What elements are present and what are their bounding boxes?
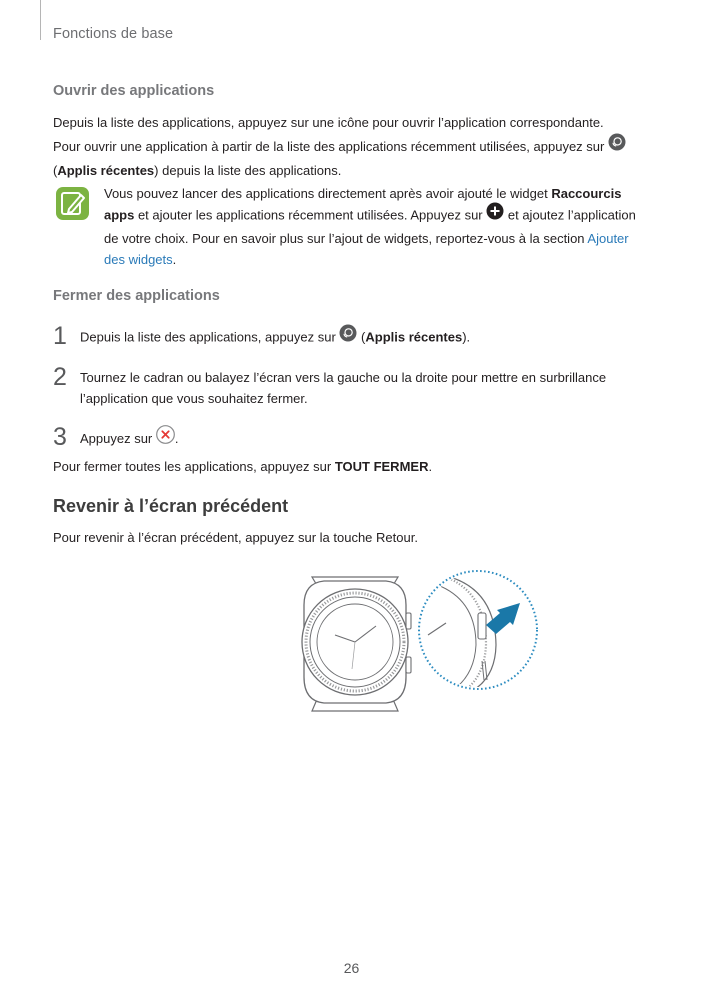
- close-icon: [156, 425, 175, 450]
- paragraph-open-apps-1: Depuis la liste des applications, appuyez sur une icône pour ouvrir l’application correspondante.: [53, 115, 604, 130]
- step-text-3: [80, 427, 650, 452]
- note-pen-icon: [56, 187, 89, 220]
- paragraph-go-back: Pour revenir à l’écran précédent, appuyez sur la touche Retour.: [53, 530, 418, 545]
- paragraph-text: ) depuis la liste des applications.: [154, 163, 342, 178]
- step-text-part: ).: [462, 329, 471, 345]
- section-title-open-apps: Ouvrir des applications: [53, 83, 215, 99]
- header-rule: [40, 0, 41, 40]
- paragraph-text: Pour fermer toutes les applications, appuyez sur: [53, 459, 335, 474]
- bold-label-recent-apps: Applis récentes: [365, 329, 463, 345]
- page-header-title: Fonctions de base: [53, 26, 174, 42]
- step-text-part: (: [357, 329, 366, 345]
- paragraph-open-apps-2: [53, 135, 648, 182]
- step-text-part: .: [174, 430, 179, 446]
- recent-apps-icon: [608, 133, 626, 158]
- note-text-part: et ajoutez l’application de votre choix. Pour en savoir plus sur l’ajout de widgets, reportez-vous à la section: [104, 207, 636, 246]
- note-text-part: et ajouter les applications récemment utilisées. Appuyez sur: [134, 207, 483, 223]
- paragraph-text: (: [53, 163, 58, 178]
- paragraph-close-all: [53, 456, 653, 478]
- page-number: 26: [343, 960, 360, 976]
- watch-illustration: [290, 565, 550, 725]
- recent-apps-icon: [339, 324, 357, 348]
- bold-label-recent-apps: Applis récentes: [57, 163, 155, 178]
- paragraph-text: .: [428, 459, 433, 474]
- note-text: [104, 183, 644, 270]
- step-text-2: Tournez le cadran ou balayez l’écran vers la gauche ou la droite pour mettre en surbrillance l’application que vous souhaitez fermer.: [80, 370, 607, 406]
- step-number-3: 3: [53, 423, 67, 451]
- step-number-2: 2: [53, 363, 67, 391]
- step-text-part: Depuis la liste des applications, appuyez sur: [80, 329, 336, 345]
- section-title-close-apps: Fermer des applications: [53, 288, 220, 304]
- add-icon: [486, 202, 504, 226]
- step-number-1: 1: [53, 322, 67, 350]
- paragraph-text: Pour ouvrir une application à partir de la liste des applications récemment utilisées, appuyez sur: [53, 138, 605, 154]
- note-text-part: .: [172, 252, 177, 267]
- step-text-1: [80, 326, 650, 350]
- bold-label-shortcuts-widget: Raccourcis apps: [104, 186, 622, 223]
- bold-label-close-all: TOUT FERMER: [334, 459, 429, 474]
- section-title-go-back: Revenir à l’écran précédent: [53, 496, 289, 516]
- step-text-part: Appuyez sur: [80, 430, 153, 446]
- link-add-widgets[interactable]: Ajouter des widgets: [104, 231, 629, 267]
- note-text-part: Vous pouvez lancer des applications directement après avoir ajouté le widget: [104, 186, 552, 201]
